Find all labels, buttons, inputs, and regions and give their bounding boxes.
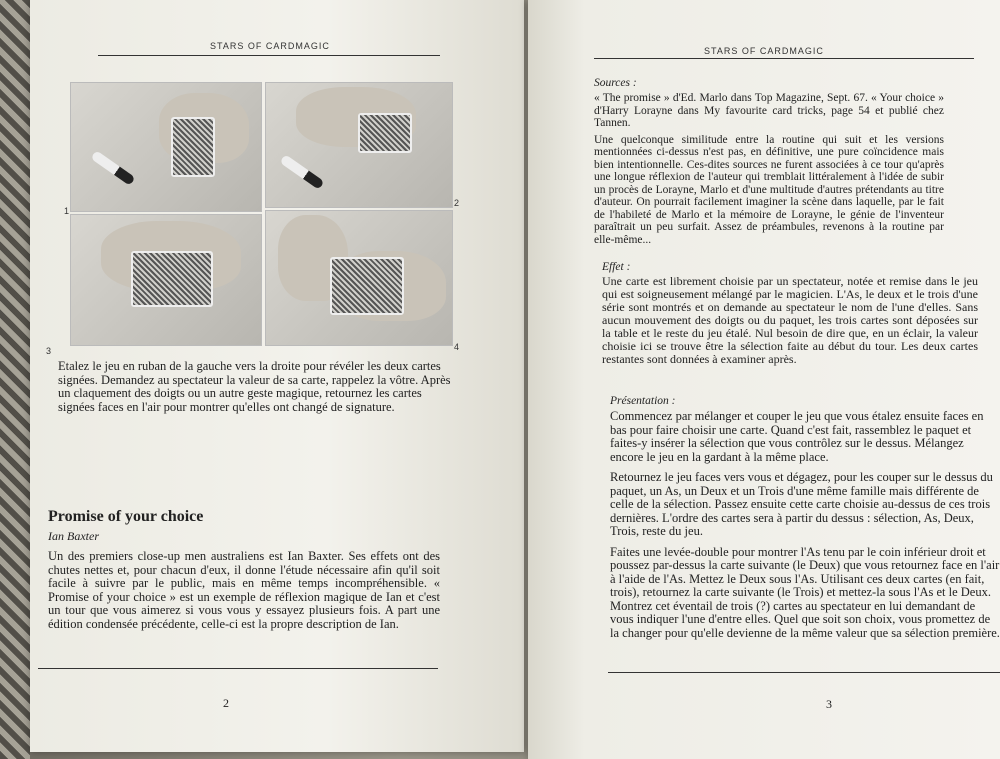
photo-3 xyxy=(70,214,262,346)
marker-pen-image xyxy=(279,154,324,190)
effet-heading: Effet : xyxy=(602,261,631,273)
figure-number-3: 3 xyxy=(46,346,52,356)
sources-paragraph-1: « The promise » d'Ed. Marlo dans Top Magazine, Sept. 67. « Your choice » d'Harry Lorayne dans My favourite card tricks, page 54 et publié chez Tannen. xyxy=(594,92,944,129)
page-number-right: 3 xyxy=(826,697,832,711)
section-title: Promise of your choice xyxy=(48,508,204,525)
photo-1 xyxy=(70,82,262,212)
presentation-heading: Présentation : xyxy=(610,395,676,407)
footer-rule-right xyxy=(608,672,1000,673)
sources-section xyxy=(594,92,944,250)
running-head-left: STARS OF CARDMAGIC xyxy=(210,41,330,51)
marker-pen-image xyxy=(90,150,135,186)
figure-number-1: 1 xyxy=(64,206,70,216)
card-deck-image xyxy=(131,251,213,307)
footer-rule-left xyxy=(38,668,438,669)
presentation-paragraph-2: Retournez le jeu faces vers vous et dégagez, pour les couper sur le dessus du paquet, un As, un Deux et un Trois d'une même famille mais différente de celle de la sélection. Passez ensuite cette carte choisie au-dessus de ces trois dernières. L'ordre des cartes sera à partir du dessus : sélection, As, Deux, Trois, reste du jeu. xyxy=(610,470,993,538)
background-fabric xyxy=(0,0,30,759)
photo-4 xyxy=(265,210,453,346)
header-rule-right xyxy=(594,58,974,59)
presentation-paragraph-1: Commencez par mélanger et couper le jeu que vous étalez ensuite faces en bas pour faire choisir une carte. Quand c'est fait, rassemblez le paquet et faites-y insérer la sélection que vous contrôlez sur le dessus. Mélangez encore le jeu en la gardant à la même place. xyxy=(610,409,984,464)
page-number-left: 2 xyxy=(223,696,229,710)
photo-2 xyxy=(265,82,453,208)
effet-paragraph: Une carte est librement choisie par un spectateur, notée et remise dans le jeu qui est soigneusement mélangé par le magicien. L'As, le deux et le trois d'une série sont montrés et on demande au spectateur le nom de l'une d'elles. Sans aucun mouvement des doigts ou du paquet, les trois cartes sont déposées sur la table et le reste du jeu étalé. Nul besoin de dire que, en un éclair, la valeur choisie ici se trouve être la sélection faite au début du tour. Les deux cartes restantes sont données à examiner après. xyxy=(602,274,978,366)
card-deck-image xyxy=(171,117,215,177)
right-page xyxy=(528,0,1000,759)
sources-heading: Sources : xyxy=(594,77,637,89)
intro-paragraph: Un des premiers close-up men australiens est Ian Baxter. Ses effets ont des chutes nettes et, pour chacun d'eux, il donne l'étude nécessaire afin qu'il soit facile à suivre par le public, mais en même temps incompréhensible. « Promise of your choice » est un exemple de réflexion magique de Ian et c'est un tour que vous aimerez si vous vous y essayez plusieurs fois. A part une édition condensée précédente, celle-ci est la propre description de Ian. xyxy=(48,549,440,631)
figure-number-4: 4 xyxy=(454,342,460,352)
author-name: Ian Baxter xyxy=(48,529,99,543)
figure-number-2: 2 xyxy=(454,198,460,208)
running-head-right: STARS OF CARDMAGIC xyxy=(704,46,824,56)
card-deck-image xyxy=(330,257,404,315)
photo-caption: Etalez le jeu en ruban de la gauche vers la droite pour révéler les deux cartes signées. Demandez au spectateur la valeur de sa carte, rappelez la vôtre. Après un claquement des doigts ou un autre geste magique, retournez les cartes signées faces en l'air pour montrer qu'elles ont changé de signature. xyxy=(58,359,451,414)
header-rule-left xyxy=(98,55,440,56)
presentation-section xyxy=(610,410,1000,647)
sources-paragraph-2: Une quelconque similitude entre la routine qui suit et les versions mentionnées ci-dessus n'est pas, en définitive, une pure coïncidence mais bien intentionnelle. Ces-dites sources ne furent associées à ce tour qu'après une longue réflexion de l'auteur qui tremblait littéralement à l'idée de subir un procès de Lorayne, Marlo et d'une multitude d'autres prétendants au titre d'auteur. On pourrait facilement imaginer la scène dans laquelle, par le fait de l'habileté de Marlo et la mémoire de Lorayne, le génie de l'inventeur paraîtrait un peu surfait. Assez de préambules, revenons à la routine par elle-même... xyxy=(594,133,944,246)
card-deck-image xyxy=(358,113,412,153)
left-page xyxy=(30,0,524,752)
presentation-paragraph-3: Faites une levée-double pour montrer l'As tenu par le coin inférieur droit et poussez par-dessus la carte suivante (le Deux) que vous retournez face en l'air à l'aide de l'As. Mettez le Deux sous l'As. Utilisant ces deux cartes (en fait, trois), retournez la carte suivante (le Trois) et mettez-la sous l'As et le Deux. Montrez cet éventail de trois (?) cartes au spectateur en lui demandant de vous indiquer l'une d'entre elles. Quel que soit son choix, vous promettez de la changer pour qu'elle devienne de la même valeur que sa sélection première. xyxy=(610,544,1000,640)
